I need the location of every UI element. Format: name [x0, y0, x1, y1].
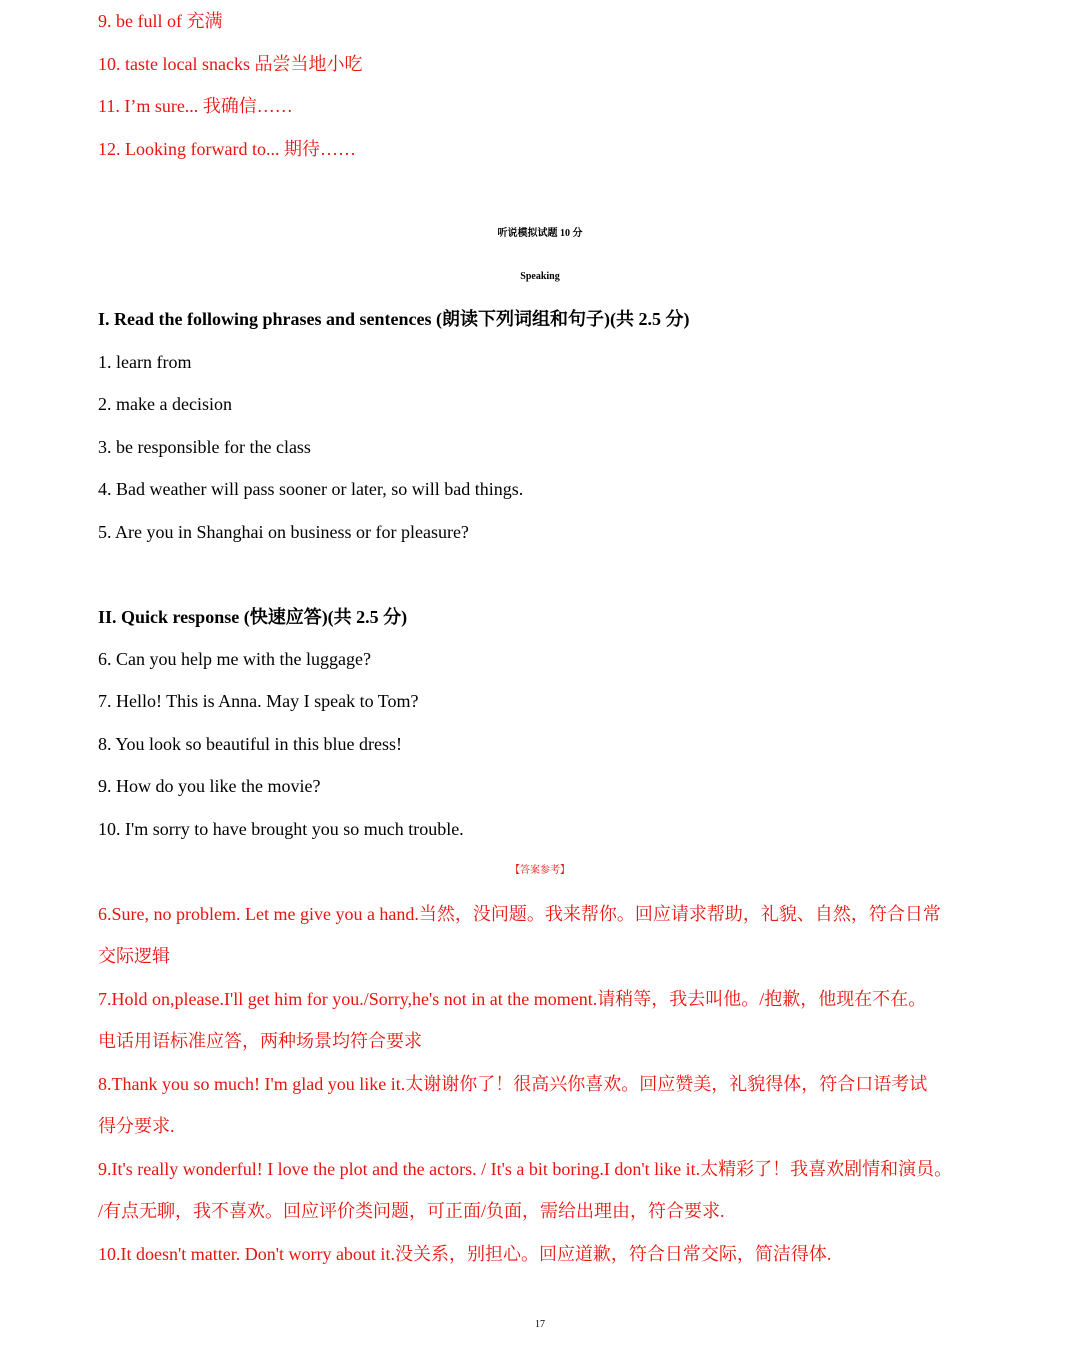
list-item: 4. Bad weather will pass sooner or later, so will bad things. [98, 479, 524, 499]
answer-line: 得分要求. [98, 1116, 175, 1136]
list-item: 5. Are you in Shanghai on business or for pleasure? [98, 522, 469, 542]
answer-heading: 【答案参考】 [510, 865, 570, 876]
list-item: 1. learn from [98, 352, 192, 372]
list-item: 3. be responsible for the class [98, 437, 311, 457]
answer-line: /有点无聊，我不喜欢。回应评价类问题，可正面/负面，需给出理由，符合要求. [98, 1201, 725, 1221]
list-item: 9. How do you like the movie? [98, 776, 321, 796]
answer-line: 交际逻辑 [98, 946, 170, 966]
section-1-heading: I. Read the following phrases and sentences (朗读下列词组和句子)(共 2.5 分) [98, 309, 690, 329]
page-title: 听说模拟试题 10 分 [497, 228, 583, 239]
list-item: 6. Can you help me with the luggage? [98, 649, 371, 669]
page-subtitle: Speaking [520, 271, 560, 282]
list-item: 10. I'm sorry to have brought you so much trouble. [98, 819, 464, 839]
list-item: 8. You look so beautiful in this blue dress! [98, 734, 402, 754]
section-2-heading: II. Quick response (快速应答)(共 2.5 分) [98, 607, 408, 627]
list-item: 7. Hello! This is Anna. May I speak to Tom? [98, 691, 419, 711]
answer-line: 7.Hold on,please.I'll get him for you./Sorry,he's not in at the moment.请稍等，我去叫他。/抱歉，他现在不在。 [98, 989, 927, 1009]
vocab-item: 10. taste local snacks 品尝当地小吃 [98, 54, 363, 74]
vocab-item: 12. Looking forward to... 期待…… [98, 139, 356, 159]
answer-line: 8.Thank you so much! I'm glad you like it.太谢谢你了！很高兴你喜欢。回应赞美，礼貌得体，符合口语考试 [98, 1074, 928, 1094]
list-item: 2. make a decision [98, 394, 232, 414]
answer-line: 9.It's really wonderful! I love the plot and the actors. / It's a bit boring.I don't like it.太精彩了！我喜欢剧情和演员。 [98, 1159, 953, 1179]
answer-line: 10.It doesn't matter. Don't worry about it.没关系，别担心。回应道歉，符合日常交际，简洁得体. [98, 1244, 832, 1264]
page-number: 17 [535, 1319, 545, 1330]
vocab-item: 9. be full of 充满 [98, 11, 223, 31]
vocab-item: 11. I’m sure... 我确信…… [98, 96, 293, 116]
answer-line: 6.Sure, no problem. Let me give you a hand.当然，没问题。我来帮你。回应请求帮助，礼貌、自然，符合日常 [98, 904, 941, 924]
answer-line: 电话用语标准应答，两种场景均符合要求 [98, 1031, 422, 1051]
